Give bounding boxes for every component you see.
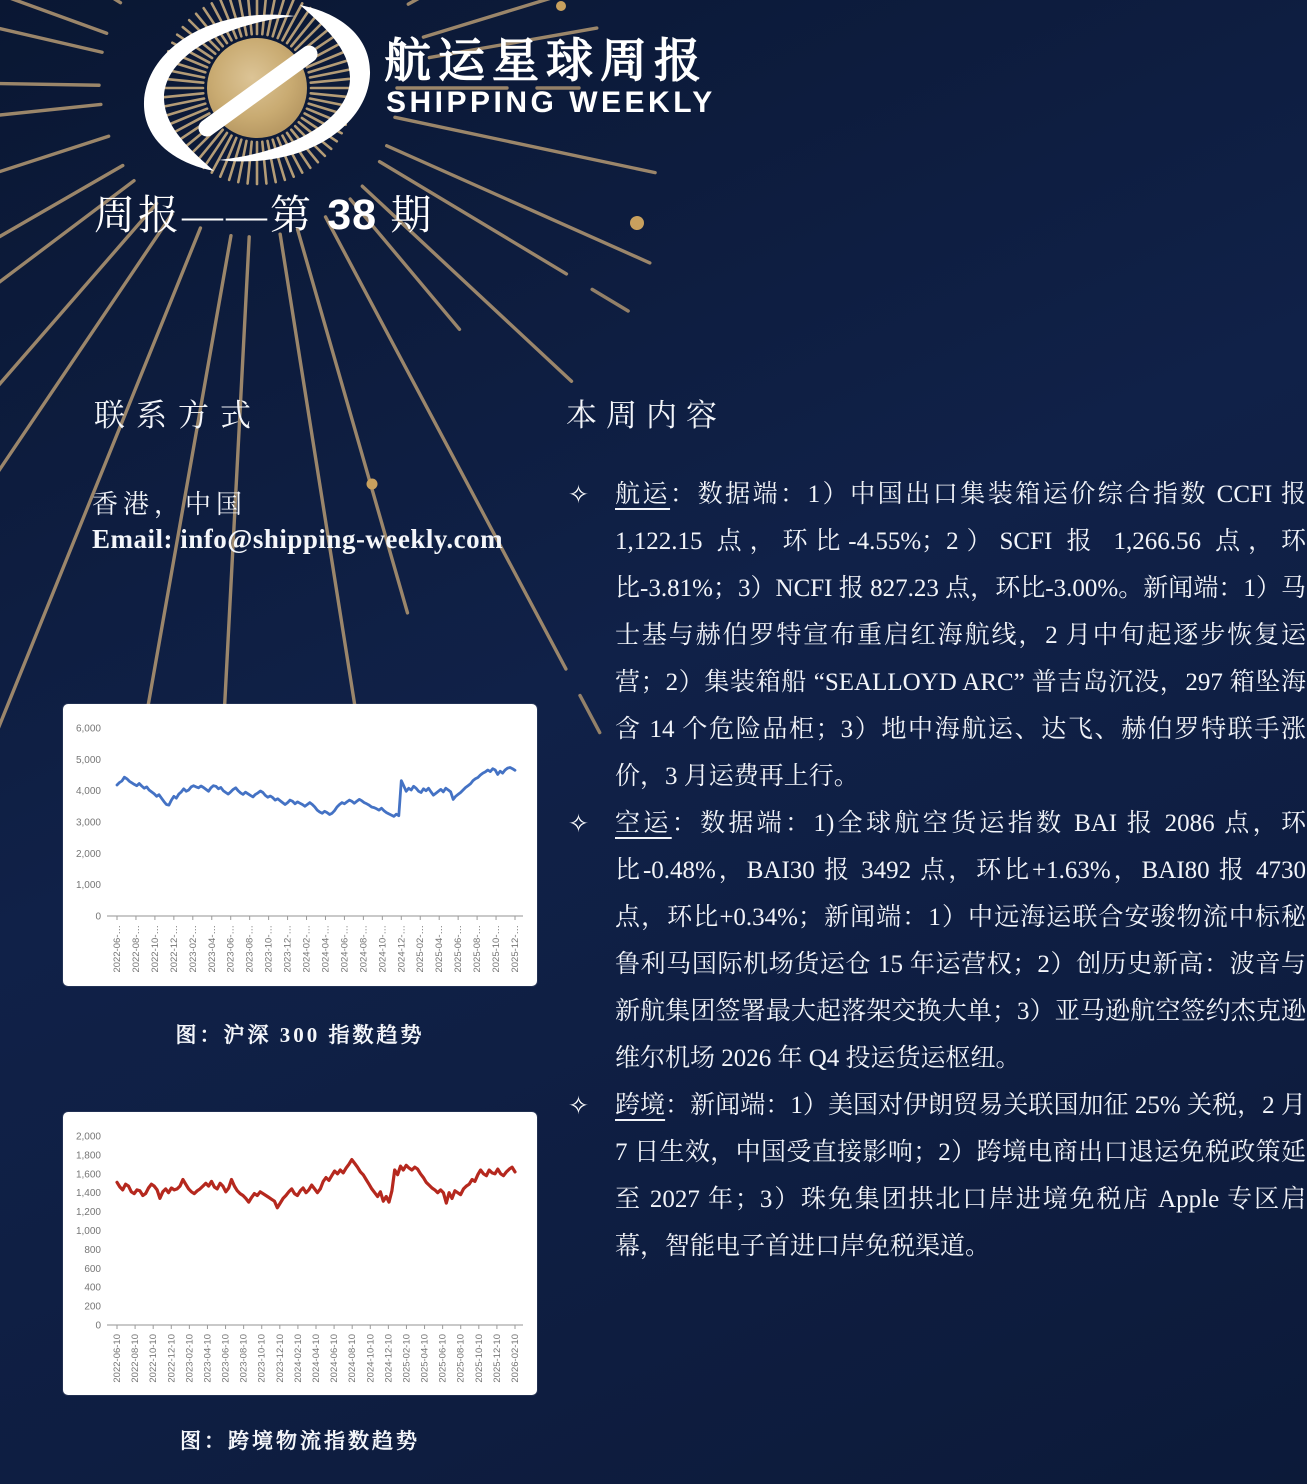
svg-text:2025-06-10: 2025-06-10 [437, 1334, 449, 1383]
svg-text:2024-04-…: 2024-04-… [320, 925, 332, 973]
svg-text:2022-06-10: 2022-06-10 [112, 1334, 123, 1383]
csi300-chart-card [63, 704, 537, 986]
issue-title [94, 182, 434, 241]
svg-text:2,000: 2,000 [75, 1131, 101, 1143]
logistics-chart-caption: 图：跨境物流指数趋势 [180, 1429, 420, 1453]
svg-text:2023-06-…: 2023-06-… [225, 925, 237, 973]
issue-suffix: 期 [390, 192, 435, 238]
svg-text:2025-12-10: 2025-12-10 [491, 1334, 503, 1383]
csi300-chart-caption: 图：沪深 300 指数趋势 [175, 1023, 425, 1047]
svg-text:2024-12-…: 2024-12-… [396, 925, 408, 973]
bullet-label: 跨境 [615, 1092, 666, 1119]
svg-text:2025-04-10: 2025-04-10 [419, 1334, 431, 1383]
logistics-line-chart [63, 1112, 537, 1395]
contact-email: Email: info@shipping-weekly.com [92, 524, 504, 554]
svg-text:2023-12-10: 2023-12-10 [274, 1334, 286, 1383]
svg-text:1,200: 1,200 [75, 1207, 101, 1219]
brand-title-cn: 航运星球周报 [384, 34, 708, 87]
svg-text:2024-04-10: 2024-04-10 [311, 1334, 322, 1383]
svg-text:600: 600 [84, 1263, 101, 1275]
svg-text:2023-02-10: 2023-02-10 [184, 1334, 196, 1383]
svg-text:1,000: 1,000 [75, 880, 101, 892]
svg-text:2,000: 2,000 [75, 848, 101, 860]
logistics-chart-card [63, 1112, 537, 1395]
svg-text:2023-12-…: 2023-12-… [282, 925, 294, 973]
svg-text:2023-10-10: 2023-10-10 [256, 1334, 268, 1383]
svg-text:2025-02-10: 2025-02-10 [401, 1334, 413, 1383]
svg-text:2025-02-…: 2025-02-… [415, 925, 427, 973]
svg-text:2023-02-…: 2023-02-… [187, 925, 199, 973]
svg-text:2024-06-…: 2024-06-… [339, 925, 351, 973]
svg-text:5,000: 5,000 [75, 754, 101, 766]
svg-text:2022-12-10: 2022-12-10 [166, 1334, 178, 1383]
svg-text:2022-08-…: 2022-08-… [130, 925, 142, 973]
svg-text:2025-10-10: 2025-10-10 [473, 1334, 485, 1383]
svg-text:0: 0 [95, 911, 101, 923]
svg-text:800: 800 [84, 1244, 101, 1256]
svg-text:2024-10-10: 2024-10-10 [365, 1334, 377, 1383]
svg-text:2025-10-…: 2025-10-… [491, 925, 503, 973]
svg-text:0: 0 [95, 1320, 101, 1332]
svg-text:2023-10-…: 2023-10-… [263, 925, 275, 973]
svg-text:2023-08-…: 2023-08-… [244, 925, 256, 973]
svg-text:2025-12-…: 2025-12-… [510, 925, 521, 973]
issue-prefix: 周报——第 [94, 192, 314, 238]
brand-title-en: SHIPPING WEEKLY [386, 86, 716, 119]
bullet-body: ：数据端：1)全球航空货运指数 BAI 报 2086 点，环比-0.48%，BAI30 报 3492 点，环比+1.63%，BAI80 报 4730 点，环比+0.34%；新闻端：1）中远海运联合安骏物流中标秘鲁利马国际机场货运仓 15 年运营权；2）创历史新高：波音与新航集团签署最大起落架交换大单；3）亚马逊航空签约杰克逊维尔机场 2026 年 Q4 投运货运枢纽。 [615, 810, 1306, 1072]
svg-text:2022-10-10: 2022-10-10 [148, 1334, 160, 1383]
svg-text:1,400: 1,400 [75, 1188, 101, 1200]
svg-text:4,000: 4,000 [75, 786, 101, 798]
svg-text:2024-06-10: 2024-06-10 [329, 1334, 341, 1383]
svg-text:3,000: 3,000 [75, 817, 101, 829]
diamond-bullet-icon: ✧ [568, 809, 589, 838]
svg-text:2023-04-10: 2023-04-10 [202, 1334, 214, 1383]
svg-text:2022-10-…: 2022-10-… [149, 925, 161, 973]
svg-text:2022-06-…: 2022-06-… [112, 925, 123, 973]
content-heading: 本周内容 [566, 398, 726, 433]
svg-text:1,800: 1,800 [75, 1150, 101, 1162]
svg-text:1,000: 1,000 [75, 1226, 101, 1237]
bullet-body: ：新闻端：1）美国对伊朗贸易关联国加征 25% 关税，2 月 7 日生效，中国受直接影响；2）跨境电商出口退运免税政策延至 2027 年；3）珠免集团拱北口岸进境免税店 Apple 专区启幕，智能电子首进口岸免税渠道。 [615, 1092, 1306, 1260]
svg-text:200: 200 [84, 1301, 101, 1313]
svg-text:1,600: 1,600 [75, 1169, 101, 1181]
svg-text:6,000: 6,000 [75, 723, 101, 735]
issue-number: 38 [327, 191, 378, 239]
content-bullet [566, 800, 1306, 1082]
contact-location: 香港，中国 [92, 490, 248, 519]
contact-heading: 联系方式 [94, 398, 262, 433]
svg-text:2025-08-10: 2025-08-10 [455, 1334, 467, 1383]
csi300-line-chart [63, 704, 537, 986]
svg-text:2024-02-…: 2024-02-… [301, 925, 313, 973]
svg-text:2026-02-10: 2026-02-10 [510, 1334, 521, 1383]
svg-text:2024-12-10: 2024-12-10 [383, 1334, 395, 1383]
content-bullet [566, 1082, 1306, 1270]
svg-text:400: 400 [84, 1282, 101, 1294]
svg-text:2023-06-10: 2023-06-10 [220, 1334, 232, 1383]
svg-text:2024-08-10: 2024-08-10 [347, 1334, 359, 1383]
svg-text:2025-04-…: 2025-04-… [434, 925, 446, 973]
content-bullet [566, 471, 1306, 800]
svg-text:2025-06-…: 2025-06-… [453, 925, 465, 973]
svg-text:2024-02-10: 2024-02-10 [292, 1334, 304, 1383]
content-bullet-list [566, 471, 1306, 1270]
svg-text:2022-08-10: 2022-08-10 [130, 1334, 142, 1383]
svg-text:2024-08-…: 2024-08-… [358, 925, 370, 973]
diamond-bullet-icon: ✧ [568, 480, 589, 509]
svg-text:2023-08-10: 2023-08-10 [238, 1334, 250, 1383]
bullet-label: 空运 [615, 810, 672, 837]
svg-text:2022-12-…: 2022-12-… [168, 925, 180, 973]
bullet-label: 航运 [615, 481, 671, 508]
bullet-body: ：数据端：1）中国出口集装箱运价综合指数 CCFI 报 1,122.15 点，环比-4.55%；2）SCFI 报 1,266.56 点，环比-3.81%；3）NCFI 报 827.23 点，环比-3.00%。新闻端：1）马士基与赫伯罗特宣布重启红海航线，2 月中旬起逐步恢复运营；2）集装箱船 “SEALLOYD ARC” 普吉岛沉没，297 箱坠海含 14 个危险品柜；3）地中海航运、达飞、赫伯罗特联手涨价，3 月运费再上行。 [615, 481, 1306, 790]
svg-text:2023-04-…: 2023-04-… [206, 925, 218, 973]
svg-text:2025-08-…: 2025-08-… [472, 925, 484, 973]
svg-text:2024-10-…: 2024-10-… [377, 925, 389, 973]
diamond-bullet-icon: ✧ [568, 1091, 589, 1120]
